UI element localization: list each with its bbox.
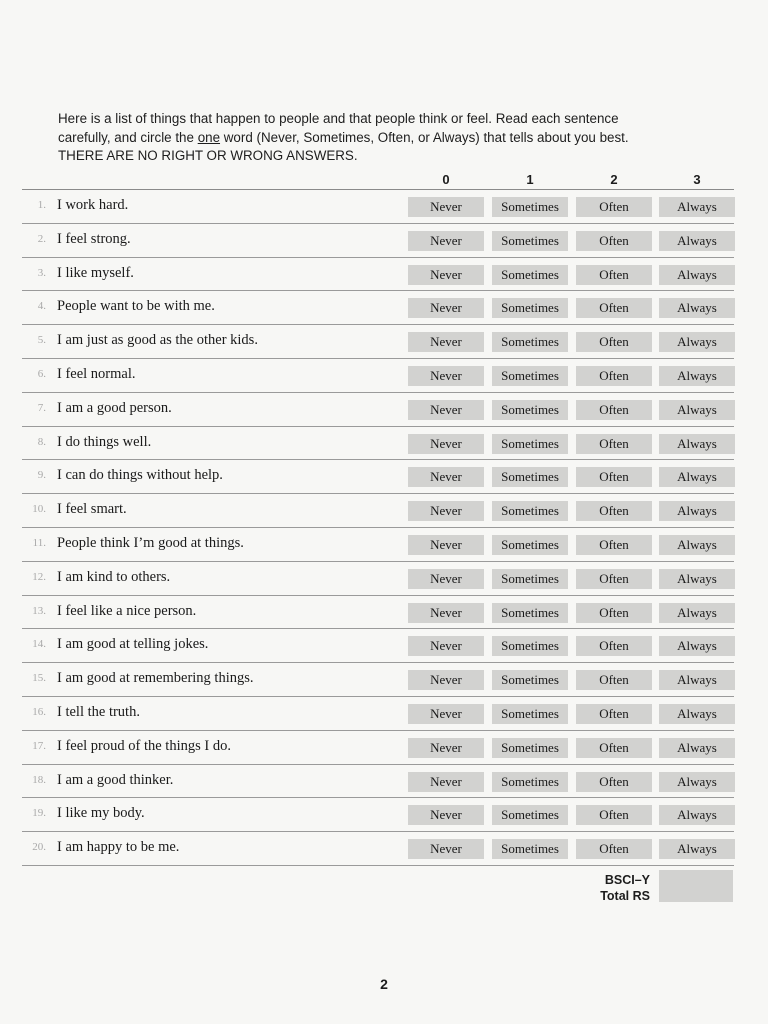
question-row — [0, 832, 768, 866]
option-often[interactable]: Often — [576, 704, 652, 724]
option-often[interactable]: Often — [576, 805, 652, 825]
option-always[interactable]: Always — [659, 467, 735, 487]
option-often[interactable]: Often — [576, 738, 652, 758]
question-text: People think I’m good at things. — [57, 534, 244, 551]
question-text: I do things well. — [57, 433, 152, 450]
option-always[interactable]: Always — [659, 332, 735, 352]
question-text: I am a good thinker. — [57, 771, 174, 788]
option-sometimes[interactable]: Sometimes — [492, 231, 568, 251]
option-sometimes[interactable]: Sometimes — [492, 501, 568, 521]
option-never[interactable]: Never — [408, 704, 484, 724]
question-text: I can do things without help. — [57, 467, 223, 484]
question-text: I am good at telling jokes. — [57, 636, 209, 653]
option-sometimes[interactable]: Sometimes — [492, 332, 568, 352]
question-number: 11. — [32, 536, 46, 549]
score-label — [600, 872, 650, 904]
question-row — [0, 528, 768, 562]
option-sometimes[interactable]: Sometimes — [492, 603, 568, 623]
option-never[interactable]: Never — [408, 265, 484, 285]
instructions-line-3: THERE ARE NO RIGHT OR WRONG ANSWERS. — [58, 148, 358, 163]
score-label-total: Total RS — [600, 889, 650, 903]
scale-value-never: 0 — [442, 172, 450, 187]
question-row — [0, 663, 768, 697]
question-row — [0, 224, 768, 258]
question-number: 6. — [37, 367, 46, 380]
question-number: 15. — [32, 672, 46, 685]
question-number: 17. — [32, 739, 46, 752]
question-text: I work hard. — [57, 197, 129, 213]
scale-value-often: 2 — [610, 172, 618, 187]
option-often[interactable]: Often — [576, 535, 652, 555]
option-never[interactable]: Never — [408, 805, 484, 825]
option-always[interactable]: Always — [659, 670, 735, 690]
option-always[interactable]: Always — [659, 535, 735, 555]
question-row — [0, 562, 768, 596]
question-text: I am a good person. — [57, 399, 172, 416]
question-number: 13. — [32, 604, 46, 617]
question-number: 9. — [37, 469, 46, 482]
question-number: 3. — [37, 266, 46, 279]
question-row — [0, 697, 768, 731]
question-row — [0, 291, 768, 325]
option-often[interactable]: Often — [576, 839, 652, 859]
question-row — [0, 629, 768, 663]
scale-value-always: 3 — [693, 172, 701, 187]
question-text: I feel like a nice person. — [57, 602, 197, 619]
option-never[interactable]: Never — [408, 738, 484, 758]
option-often[interactable]: Often — [576, 231, 652, 251]
option-sometimes[interactable]: Sometimes — [492, 434, 568, 454]
option-always[interactable]: Always — [659, 400, 735, 420]
option-sometimes[interactable]: Sometimes — [492, 636, 568, 656]
option-sometimes[interactable]: Sometimes — [492, 467, 568, 487]
question-row — [0, 325, 768, 359]
question-text: I am just as good as the other kids. — [57, 332, 258, 349]
option-often[interactable]: Often — [576, 467, 652, 487]
option-never[interactable]: Never — [408, 603, 484, 623]
option-never[interactable]: Never — [408, 636, 484, 656]
scale-header — [0, 172, 768, 188]
option-often[interactable]: Often — [576, 569, 652, 589]
option-never[interactable]: Never — [408, 467, 484, 487]
question-text: I feel strong. — [57, 230, 131, 247]
question-text: I tell the truth. — [57, 703, 140, 720]
option-often[interactable]: Often — [576, 366, 652, 386]
option-often[interactable]: Often — [576, 434, 652, 454]
question-number: 19. — [32, 807, 46, 820]
option-never[interactable]: Never — [408, 332, 484, 352]
instructions-emphasis: one — [197, 129, 221, 145]
option-never[interactable]: Never — [408, 366, 484, 386]
option-always[interactable]: Always — [659, 501, 735, 521]
question-text: People want to be with me. — [57, 298, 215, 315]
option-always[interactable]: Always — [659, 636, 735, 656]
question-number: 14. — [32, 638, 46, 651]
question-text: I feel smart. — [57, 501, 127, 518]
option-sometimes[interactable]: Sometimes — [492, 805, 568, 825]
total-score-box[interactable] — [659, 870, 733, 902]
option-never[interactable]: Never — [408, 197, 484, 217]
question-row — [0, 359, 768, 393]
bottom-divider — [22, 865, 734, 866]
option-often[interactable]: Often — [576, 670, 652, 690]
option-sometimes[interactable]: Sometimes — [492, 670, 568, 690]
question-row — [0, 258, 768, 292]
option-never[interactable]: Never — [408, 569, 484, 589]
option-never[interactable]: Never — [408, 400, 484, 420]
option-always[interactable]: Always — [659, 603, 735, 623]
question-row — [0, 393, 768, 427]
option-never[interactable]: Never — [408, 501, 484, 521]
option-often[interactable]: Often — [576, 197, 652, 217]
question-text: I am good at remembering things. — [57, 670, 254, 687]
question-number: 16. — [32, 705, 46, 718]
question-number: 5. — [37, 334, 46, 347]
question-row — [0, 731, 768, 765]
question-row — [0, 460, 768, 494]
option-often[interactable]: Often — [576, 636, 652, 656]
option-sometimes[interactable]: Sometimes — [492, 366, 568, 386]
page-number: 2 — [380, 976, 388, 992]
instructions-line-2 — [58, 129, 718, 148]
question-number: 1. — [37, 199, 46, 211]
option-always[interactable]: Always — [659, 805, 735, 825]
option-often[interactable]: Often — [576, 265, 652, 285]
instructions-line-1: Here is a list of things that happen to people and that people think or feel. Read each sentence — [58, 111, 619, 126]
option-never[interactable]: Never — [408, 434, 484, 454]
question-text: I am happy to be me. — [57, 839, 180, 856]
option-often[interactable]: Often — [576, 400, 652, 420]
instructions — [58, 110, 718, 166]
option-sometimes[interactable]: Sometimes — [492, 839, 568, 859]
question-number: 4. — [37, 300, 46, 313]
option-sometimes[interactable]: Sometimes — [492, 400, 568, 420]
question-row — [0, 596, 768, 630]
question-number: 2. — [37, 232, 46, 245]
option-always[interactable]: Always — [659, 569, 735, 589]
option-often[interactable]: Often — [576, 332, 652, 352]
question-row — [0, 190, 768, 224]
option-never[interactable]: Never — [408, 670, 484, 690]
option-always[interactable]: Always — [659, 231, 735, 251]
option-often[interactable]: Often — [576, 603, 652, 623]
option-never[interactable]: Never — [408, 772, 484, 792]
question-text: I like myself. — [57, 264, 134, 281]
option-sometimes[interactable]: Sometimes — [492, 535, 568, 555]
question-number: 10. — [32, 503, 46, 516]
instructions-line-2-end: word (Never, Sometimes, Often, or Always) that tells about you best. — [220, 129, 629, 145]
question-text: I am kind to others. — [57, 568, 171, 585]
question-row — [0, 765, 768, 799]
option-sometimes[interactable]: Sometimes — [492, 298, 568, 318]
option-never[interactable]: Never — [408, 535, 484, 555]
option-always[interactable]: Always — [659, 839, 735, 859]
option-often[interactable]: Often — [576, 772, 652, 792]
option-always[interactable]: Always — [659, 704, 735, 724]
question-number: 8. — [37, 435, 46, 448]
score-label-scale: BSCI–Y — [604, 873, 650, 887]
option-sometimes[interactable]: Sometimes — [492, 738, 568, 758]
question-number: 7. — [37, 401, 46, 414]
option-always[interactable]: Always — [659, 434, 735, 454]
question-number: 12. — [32, 570, 46, 583]
scale-value-sometimes: 1 — [526, 172, 534, 187]
question-row — [0, 427, 768, 461]
question-text: I feel normal. — [57, 365, 136, 382]
option-never[interactable]: Never — [408, 231, 484, 251]
option-sometimes[interactable]: Sometimes — [492, 704, 568, 724]
option-sometimes[interactable]: Sometimes — [492, 772, 568, 792]
option-often[interactable]: Often — [576, 501, 652, 521]
question-row — [0, 798, 768, 832]
option-always[interactable]: Always — [659, 197, 735, 217]
instructions-line-2-start: carefully, and circle the — [58, 129, 198, 145]
option-never[interactable]: Never — [408, 298, 484, 318]
option-always[interactable]: Always — [659, 265, 735, 285]
option-always[interactable]: Always — [659, 772, 735, 792]
question-number: 18. — [32, 773, 46, 786]
question-text: I feel proud of the things I do. — [57, 737, 231, 754]
option-often[interactable]: Often — [576, 298, 652, 318]
question-number: 20. — [32, 841, 46, 854]
question-list — [0, 190, 768, 866]
option-always[interactable]: Always — [659, 298, 735, 318]
option-always[interactable]: Always — [659, 366, 735, 386]
option-sometimes[interactable]: Sometimes — [492, 265, 568, 285]
option-sometimes[interactable]: Sometimes — [492, 569, 568, 589]
question-text: I like my body. — [57, 805, 145, 822]
option-always[interactable]: Always — [659, 738, 735, 758]
question-row — [0, 494, 768, 528]
option-never[interactable]: Never — [408, 839, 484, 859]
option-sometimes[interactable]: Sometimes — [492, 197, 568, 217]
